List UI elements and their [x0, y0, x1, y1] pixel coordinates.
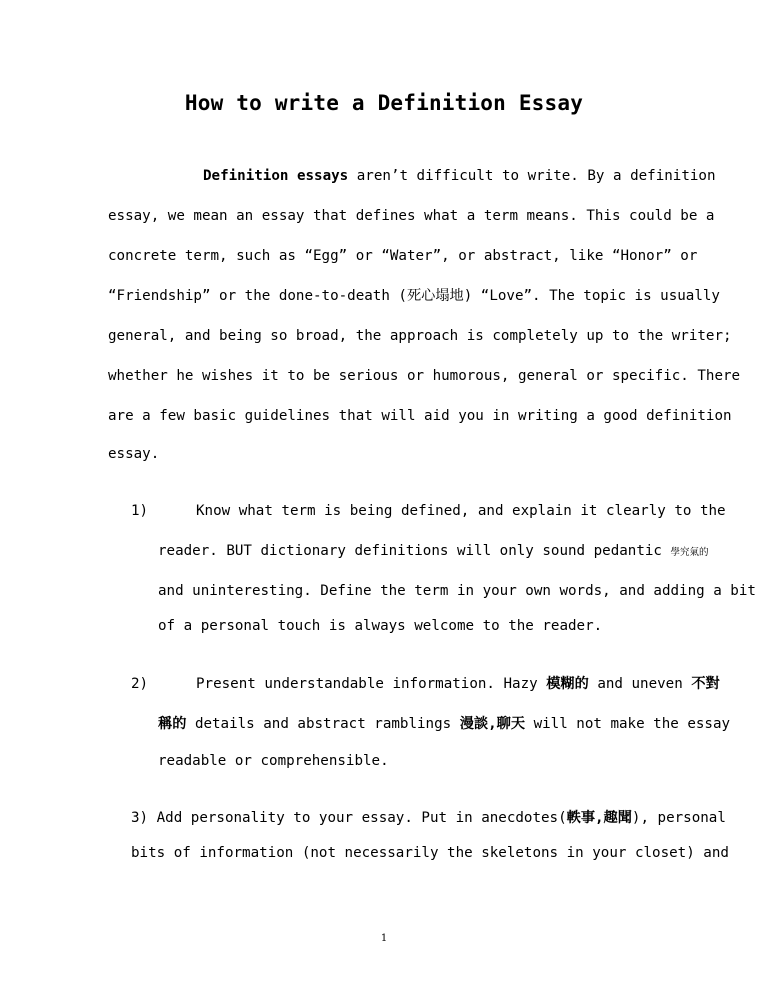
item-3-line-1-text-b: ), personal: [631, 810, 726, 826]
item-2-line-1-text-b: and uneven: [597, 676, 683, 692]
item-1-line-3: and uninteresting. Define the term in your own words, and adding a bit: [158, 583, 756, 599]
item-2-number: 2): [131, 676, 149, 692]
item-3-note-anecdotes: 軼事,趣聞: [566, 810, 632, 826]
intro-line-8: essay.: [108, 446, 160, 462]
item-1-line-2: [158, 542, 709, 562]
item-2-note-uneven: 不對: [691, 676, 720, 692]
essay-title: How to write a Definition Essay: [184, 91, 584, 115]
intro-line-5: general, and being so broad, the approach is completely up to the writer;: [108, 328, 732, 344]
item-1-line-4: of a personal touch is always welcome to the reader.: [158, 618, 603, 634]
intro-line-6: whether he wishes it to be serious or humorous, general or specific. There: [108, 368, 741, 384]
item-1-line-2-text: reader. BUT dictionary definitions will only sound pedantic: [158, 543, 662, 559]
item-3-line-1: [131, 809, 726, 827]
item-2-note-uneven-cont: 稱的: [158, 716, 187, 732]
intro-line-3: concrete term, such as “Egg” or “Water”, or abstract, like “Honor” or: [108, 248, 698, 264]
item-1-note-pedantic: 學究氣的: [670, 547, 709, 558]
intro-line-2: essay, we mean an essay that defines what a term means. This could be a: [108, 208, 715, 224]
item-1-number: 1): [131, 503, 149, 519]
intro-line-4: “Friendship” or the done-to-death (死心塌地) “Love”. The topic is usually: [108, 288, 720, 304]
intro-line-7: are a few basic guidelines that will aid you in writing a good definition: [108, 408, 732, 424]
page-number: 1: [380, 933, 388, 944]
item-3-line-1-text-a: 3) Add personality to your essay. Put in anecdotes(: [131, 810, 567, 826]
item-1-line-1: Know what term is being defined, and explain it clearly to the: [196, 503, 726, 519]
intro-line-1-rest: aren’t difficult to write. By a definition: [348, 168, 716, 184]
intro-line-1: [203, 167, 716, 185]
item-2-line-3: readable or comprehensible.: [158, 753, 389, 769]
item-2-line-1: [196, 675, 720, 693]
item-3-line-2: bits of information (not necessarily the skeletons in your closet) and: [131, 845, 729, 861]
item-2-line-2: [158, 715, 731, 733]
item-2-line-2-text-a: details and abstract ramblings: [194, 716, 452, 732]
item-2-note-ramblings: 漫談,聊天: [459, 716, 526, 732]
intro-lead-bold: Definition essays: [203, 168, 349, 184]
item-2-line-1-text-a: Present understandable information. Hazy: [196, 676, 538, 692]
item-2-line-2-text-b: will not make the essay: [533, 716, 731, 732]
item-2-note-hazy: 模糊的: [546, 676, 589, 692]
